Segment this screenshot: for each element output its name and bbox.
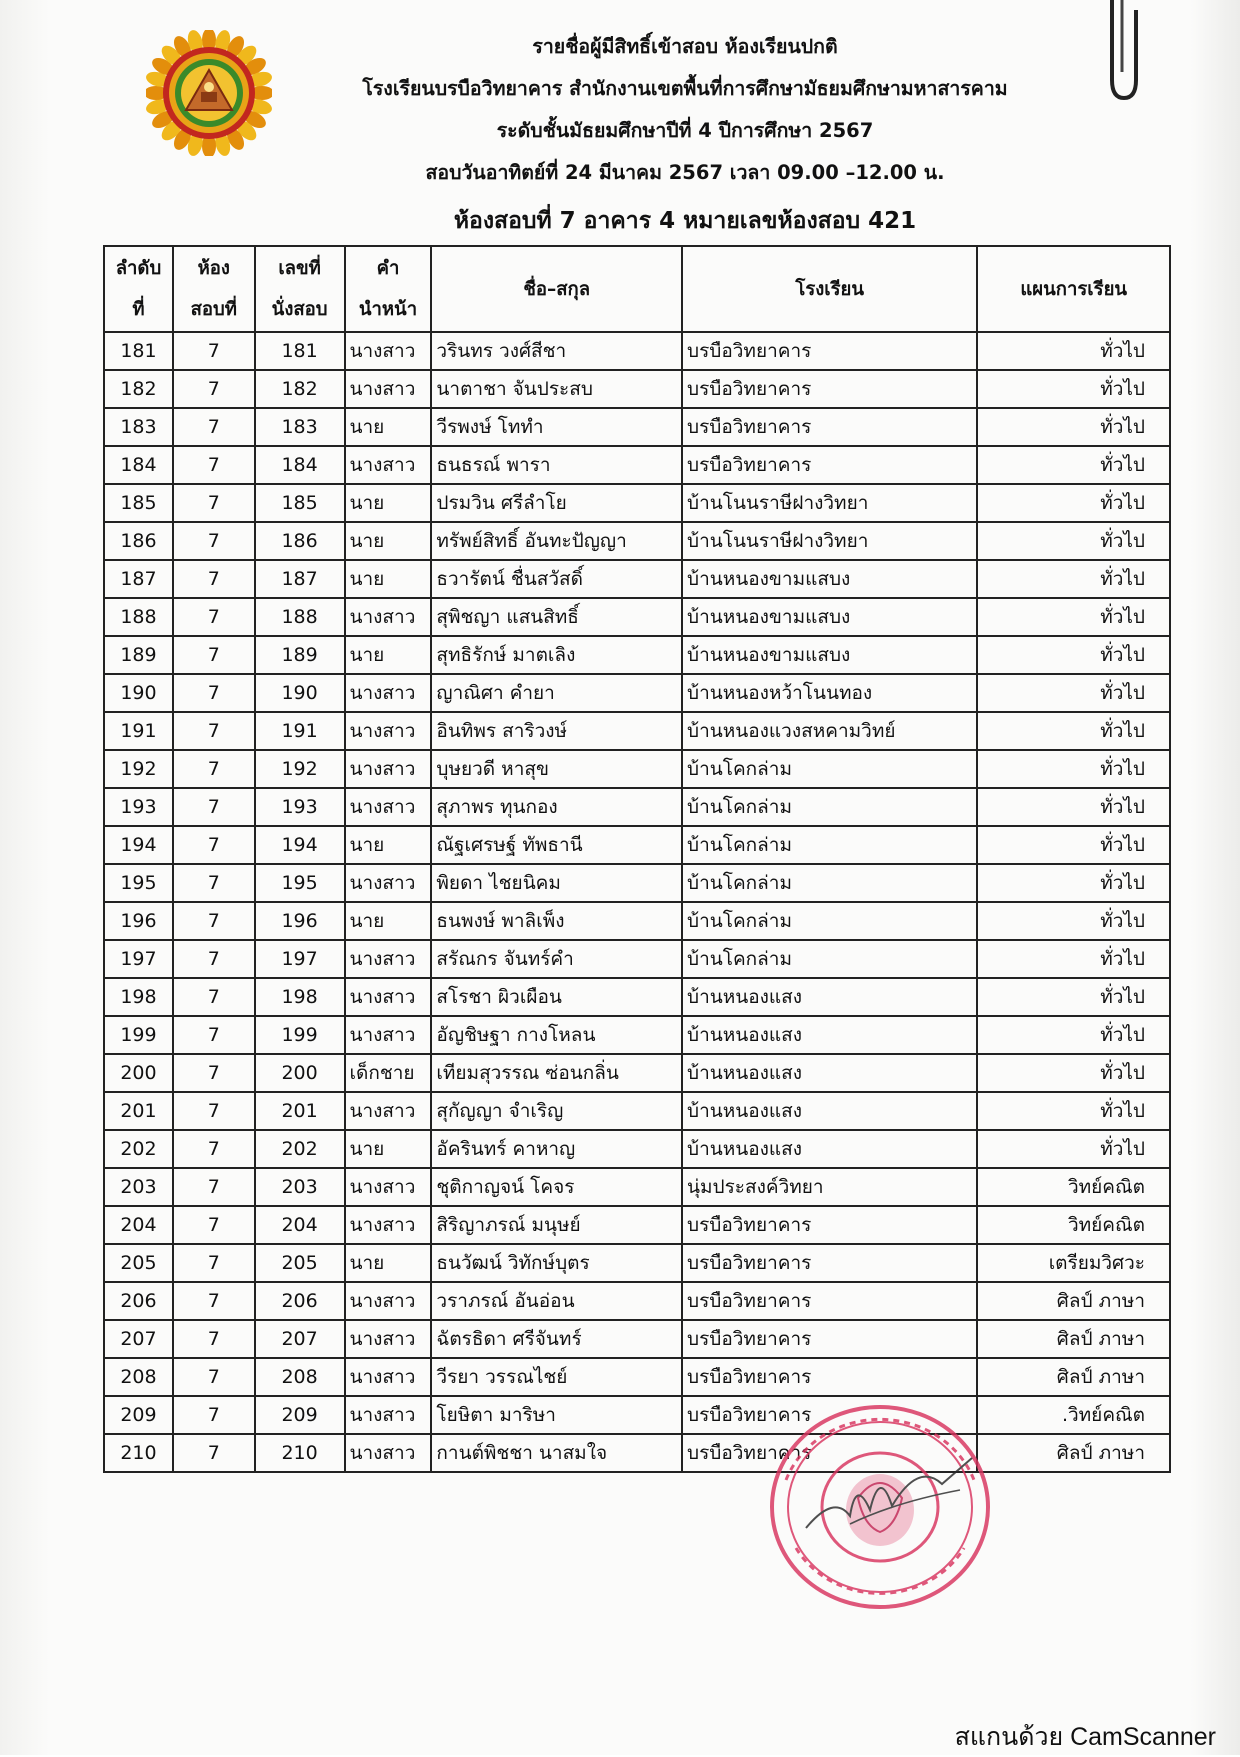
table-body — [104, 332, 1170, 1472]
cell-program: ทั่วไป — [977, 636, 1170, 674]
cell-order: 207 — [104, 1320, 173, 1358]
table-row — [104, 902, 1170, 940]
cell-school: บ้านหนองขามแสบง — [682, 636, 977, 674]
cell-name: พิยดา ไชยนิคม — [431, 864, 682, 902]
cell-name: เทียมสุวรรณ ซ่อนกลิ่น — [431, 1054, 682, 1092]
cell-school: บรบือวิทยาคาร — [682, 446, 977, 484]
table-row — [104, 940, 1170, 978]
cell-prefix: นางสาว — [345, 788, 432, 826]
cell-order: 201 — [104, 1092, 173, 1130]
cell-school: บ้านโคกล่าม — [682, 864, 977, 902]
cell-seat: 185 — [255, 484, 345, 522]
cell-school: บ้านหนองแสง — [682, 978, 977, 1016]
cell-order: 181 — [104, 332, 173, 370]
cell-program: ทั่วไป — [977, 446, 1170, 484]
col-header-program: แผนการเรียน — [977, 246, 1170, 332]
cell-seat: 184 — [255, 446, 345, 484]
cell-name: สุพิชญา แสนสิทธิ์ — [431, 598, 682, 636]
cell-program: ทั่วไป — [977, 864, 1170, 902]
cell-name: สุทธิรักษ์ มาตเลิง — [431, 636, 682, 674]
cell-seat: 193 — [255, 788, 345, 826]
cell-seat: 204 — [255, 1206, 345, 1244]
document-header — [290, 26, 1080, 244]
cell-school: นุ่มประสงค์วิทยา — [682, 1168, 977, 1206]
table-row — [104, 1358, 1170, 1396]
table-row — [104, 636, 1170, 674]
cell-seat: 199 — [255, 1016, 345, 1054]
table-row — [104, 408, 1170, 446]
cell-prefix: นางสาว — [345, 1434, 432, 1472]
header-school: โรงเรียนบรบือวิทยาคาร สำนักงานเขตพื้นที่การศึกษามัธยมศึกษามหาสารคาม — [362, 77, 1008, 100]
cell-room: 7 — [173, 750, 255, 788]
cell-program: ทั่วไป — [977, 560, 1170, 598]
cell-program: ทั่วไป — [977, 522, 1170, 560]
cell-name: ชุติกาญจน์ โคจร — [431, 1168, 682, 1206]
cell-name: ทรัพย์สิทธิ์ อันทะปัญญา — [431, 522, 682, 560]
table-header-row — [104, 246, 1170, 332]
cell-prefix: นาย — [345, 636, 432, 674]
cell-seat: 195 — [255, 864, 345, 902]
cell-program: ทั่วไป — [977, 1092, 1170, 1130]
cell-order: 204 — [104, 1206, 173, 1244]
cell-order: 199 — [104, 1016, 173, 1054]
col-header-name: ชื่อ–สกุล — [431, 246, 682, 332]
cell-school: บ้านโนนราษีฝางวิทยา — [682, 522, 977, 560]
cell-seat: 189 — [255, 636, 345, 674]
cell-school: บ้านหนองแสง — [682, 1092, 977, 1130]
cell-seat: 210 — [255, 1434, 345, 1472]
cell-room: 7 — [173, 1092, 255, 1130]
cell-school: บ้านหนองขามแสบง — [682, 598, 977, 636]
table-row — [104, 674, 1170, 712]
cell-school: บ้านโคกล่าม — [682, 750, 977, 788]
cell-order: 196 — [104, 902, 173, 940]
cell-room: 7 — [173, 1244, 255, 1282]
table-row — [104, 1054, 1170, 1092]
cell-prefix: นางสาว — [345, 750, 432, 788]
cell-prefix: นางสาว — [345, 1358, 432, 1396]
cell-room: 7 — [173, 826, 255, 864]
cell-seat: 206 — [255, 1282, 345, 1320]
cell-room: 7 — [173, 408, 255, 446]
cell-room: 7 — [173, 1206, 255, 1244]
cell-name: วราภรณ์ อันอ่อน — [431, 1282, 682, 1320]
cell-name: ธนพงษ์ พาลิเพ็ง — [431, 902, 682, 940]
cell-prefix: นาย — [345, 560, 432, 598]
candidate-table — [103, 245, 1171, 1473]
col-header-prefix: คำ นำหน้า — [345, 246, 432, 332]
cell-program: ศิลป์ ภาษา — [977, 1434, 1170, 1472]
cell-prefix: นาย — [345, 484, 432, 522]
cell-seat: 190 — [255, 674, 345, 712]
cell-program: ทั่วไป — [977, 978, 1170, 1016]
cell-name: สุภาพร ทุนกอง — [431, 788, 682, 826]
cell-room: 7 — [173, 788, 255, 826]
cell-school: บ้านหนองแสง — [682, 1130, 977, 1168]
cell-seat: 207 — [255, 1320, 345, 1358]
table-row — [104, 750, 1170, 788]
cell-room: 7 — [173, 484, 255, 522]
cell-room: 7 — [173, 332, 255, 370]
cell-prefix: นางสาว — [345, 978, 432, 1016]
cell-room: 7 — [173, 1130, 255, 1168]
cell-order: 185 — [104, 484, 173, 522]
cell-order: 203 — [104, 1168, 173, 1206]
table-row — [104, 1244, 1170, 1282]
cell-order: 195 — [104, 864, 173, 902]
cell-room: 7 — [173, 902, 255, 940]
cell-program: ทั่วไป — [977, 674, 1170, 712]
table-row — [104, 1130, 1170, 1168]
table-row — [104, 560, 1170, 598]
cell-order: 186 — [104, 522, 173, 560]
header-title: รายชื่อผู้มีสิทธิ์เข้าสอบ ห้องเรียนปกติ — [532, 35, 838, 58]
cell-order: 192 — [104, 750, 173, 788]
cell-program: ทั่วไป — [977, 750, 1170, 788]
cell-prefix: นางสาว — [345, 940, 432, 978]
table-row — [104, 598, 1170, 636]
cell-school: บ้านหนองหว้าโนนทอง — [682, 674, 977, 712]
cell-order: 182 — [104, 370, 173, 408]
table-row — [104, 788, 1170, 826]
cell-program: ทั่วไป — [977, 826, 1170, 864]
cell-name: วรินทร วงศ์สีชา — [431, 332, 682, 370]
cell-program: ทั่วไป — [977, 1016, 1170, 1054]
table-row — [104, 978, 1170, 1016]
cell-order: 210 — [104, 1434, 173, 1472]
cell-room: 7 — [173, 940, 255, 978]
cell-prefix: นาย — [345, 1244, 432, 1282]
cell-prefix: นางสาว — [345, 1016, 432, 1054]
cell-school: บ้านหนองแสง — [682, 1054, 977, 1092]
cell-order: 202 — [104, 1130, 173, 1168]
col-header-seat: เลขที่ นั่งสอบ — [255, 246, 345, 332]
cell-seat: 183 — [255, 408, 345, 446]
cell-prefix: นางสาว — [345, 598, 432, 636]
cell-seat: 191 — [255, 712, 345, 750]
cell-name: วีรยา วรรณไชย์ — [431, 1358, 682, 1396]
cell-program: ทั่วไป — [977, 788, 1170, 826]
table-row — [104, 446, 1170, 484]
scanner-watermark: สแกนด้วย CamScanner — [954, 1723, 1216, 1751]
cell-order: 197 — [104, 940, 173, 978]
cell-school: บ้านโคกล่าม — [682, 940, 977, 978]
cell-order: 193 — [104, 788, 173, 826]
cell-seat: 194 — [255, 826, 345, 864]
cell-room: 7 — [173, 1358, 255, 1396]
cell-seat: 201 — [255, 1092, 345, 1130]
cell-prefix: นางสาว — [345, 1168, 432, 1206]
cell-seat: 187 — [255, 560, 345, 598]
table-row — [104, 826, 1170, 864]
cell-program: ทั่วไป — [977, 484, 1170, 522]
cell-order: 190 — [104, 674, 173, 712]
col-header-order: ลำดับ ที่ — [104, 246, 173, 332]
table-row — [104, 1282, 1170, 1320]
cell-name: ณัฐเศรษฐ์ ทัพธานี — [431, 826, 682, 864]
cell-program: วิทย์คณิต — [977, 1206, 1170, 1244]
cell-seat: 200 — [255, 1054, 345, 1092]
cell-prefix: นางสาว — [345, 1092, 432, 1130]
cell-prefix: นางสาว — [345, 1206, 432, 1244]
cell-room: 7 — [173, 560, 255, 598]
cell-program: ศิลป์ ภาษา — [977, 1320, 1170, 1358]
cell-prefix: นางสาว — [345, 446, 432, 484]
cell-school: บ้านหนองแวงสหคามวิทย์ — [682, 712, 977, 750]
cell-name: อินทิพร สาริวงษ์ — [431, 712, 682, 750]
cell-school: บรบือวิทยาคาร — [682, 1396, 977, 1434]
cell-name: ธนวัฒน์ วิทักษ์บุตร — [431, 1244, 682, 1282]
cell-prefix: นาย — [345, 826, 432, 864]
cell-seat: 208 — [255, 1358, 345, 1396]
cell-room: 7 — [173, 446, 255, 484]
cell-room: 7 — [173, 636, 255, 674]
cell-program: ทั่วไป — [977, 902, 1170, 940]
cell-room: 7 — [173, 370, 255, 408]
cell-room: 7 — [173, 712, 255, 750]
cell-prefix: นางสาว — [345, 370, 432, 408]
cell-seat: 202 — [255, 1130, 345, 1168]
cell-order: 198 — [104, 978, 173, 1016]
cell-room: 7 — [173, 674, 255, 712]
cell-name: อัครินทร์ คาหาญ — [431, 1130, 682, 1168]
cell-name: นาตาชา จันประสบ — [431, 370, 682, 408]
cell-school: บรบือวิทยาคาร — [682, 1282, 977, 1320]
cell-room: 7 — [173, 1282, 255, 1320]
cell-program: .วิทย์คณิต — [977, 1396, 1170, 1434]
cell-school: บรบือวิทยาคาร — [682, 1206, 977, 1244]
cell-seat: 181 — [255, 332, 345, 370]
cell-prefix: นางสาว — [345, 1282, 432, 1320]
cell-order: 200 — [104, 1054, 173, 1092]
cell-prefix: นางสาว — [345, 1396, 432, 1434]
cell-school: บรบือวิทยาคาร — [682, 370, 977, 408]
cell-seat: 209 — [255, 1396, 345, 1434]
cell-school: บรบือวิทยาคาร — [682, 1320, 977, 1358]
cell-name: กานต์พิชชา นาสมใจ — [431, 1434, 682, 1472]
cell-school: บ้านโคกล่าม — [682, 902, 977, 940]
cell-prefix: เด็กชาย — [345, 1054, 432, 1092]
cell-program: วิทย์คณิต — [977, 1168, 1170, 1206]
cell-order: 209 — [104, 1396, 173, 1434]
header-room: ห้องสอบที่ 7 อาคาร 4 หมายเลขห้องสอบ 421 — [453, 208, 917, 234]
cell-program: ทั่วไป — [977, 712, 1170, 750]
cell-name: สุกัญญา จำเริญ — [431, 1092, 682, 1130]
table-row — [104, 1016, 1170, 1054]
cell-room: 7 — [173, 1396, 255, 1434]
cell-prefix: นาย — [345, 902, 432, 940]
cell-school: บ้านโคกล่าม — [682, 788, 977, 826]
cell-room: 7 — [173, 1168, 255, 1206]
table-row — [104, 332, 1170, 370]
table-row — [104, 1092, 1170, 1130]
paper-clip-icon — [1098, 0, 1144, 104]
cell-prefix: นางสาว — [345, 1320, 432, 1358]
cell-order: 184 — [104, 446, 173, 484]
cell-room: 7 — [173, 522, 255, 560]
school-emblem-icon — [146, 30, 272, 156]
cell-room: 7 — [173, 1434, 255, 1472]
cell-seat: 197 — [255, 940, 345, 978]
cell-room: 7 — [173, 598, 255, 636]
cell-program: ทั่วไป — [977, 408, 1170, 446]
cell-prefix: นางสาว — [345, 864, 432, 902]
cell-prefix: นาย — [345, 1130, 432, 1168]
cell-name: บุษยวดี หาสุข — [431, 750, 682, 788]
cell-name: โยษิตา มาริษา — [431, 1396, 682, 1434]
cell-seat: 186 — [255, 522, 345, 560]
cell-school: บรบือวิทยาคาร — [682, 1244, 977, 1282]
header-level: ระดับชั้นมัธยมศึกษาปีที่ 4 ปีการศึกษา 2567 — [496, 119, 874, 142]
cell-seat: 196 — [255, 902, 345, 940]
cell-prefix: นาย — [345, 522, 432, 560]
cell-prefix: นางสาว — [345, 332, 432, 370]
cell-prefix: นางสาว — [345, 674, 432, 712]
cell-order: 191 — [104, 712, 173, 750]
cell-room: 7 — [173, 1016, 255, 1054]
cell-order: 205 — [104, 1244, 173, 1282]
table-row — [104, 484, 1170, 522]
cell-name: สรัณกร จันทร์คำ — [431, 940, 682, 978]
cell-name: ธนธรณ์ พารา — [431, 446, 682, 484]
cell-prefix: นางสาว — [345, 712, 432, 750]
cell-program: เตรียมวิศวะ — [977, 1244, 1170, 1282]
cell-seat: 205 — [255, 1244, 345, 1282]
cell-name: อัญชิษฐา กางโหลน — [431, 1016, 682, 1054]
cell-program: ศิลป์ ภาษา — [977, 1282, 1170, 1320]
cell-order: 183 — [104, 408, 173, 446]
cell-program: ทั่วไป — [977, 1054, 1170, 1092]
cell-name: ปรมวิน ศรีลำโย — [431, 484, 682, 522]
cell-order: 194 — [104, 826, 173, 864]
cell-name: ฉัตรธิดา ศรีจันทร์ — [431, 1320, 682, 1358]
cell-seat: 182 — [255, 370, 345, 408]
cell-seat: 188 — [255, 598, 345, 636]
cell-school: บรบือวิทยาคาร — [682, 408, 977, 446]
cell-name: สิริญาภรณ์ มนุษย์ — [431, 1206, 682, 1244]
cell-room: 7 — [173, 1054, 255, 1092]
cell-name: ธวารัตน์ ชื่นสวัสดิ์ — [431, 560, 682, 598]
table-row — [104, 1320, 1170, 1358]
cell-school: บ้านหนองขามแสบง — [682, 560, 977, 598]
cell-school: บรบือวิทยาคาร — [682, 1358, 977, 1396]
cell-program: ทั่วไป — [977, 370, 1170, 408]
table-row — [104, 712, 1170, 750]
cell-name: วีรพงษ์ โททำ — [431, 408, 682, 446]
cell-seat: 198 — [255, 978, 345, 1016]
cell-program: ทั่วไป — [977, 1130, 1170, 1168]
cell-order: 208 — [104, 1358, 173, 1396]
cell-program: ศิลป์ ภาษา — [977, 1358, 1170, 1396]
table-row — [104, 1168, 1170, 1206]
table-row — [104, 864, 1170, 902]
cell-program: ทั่วไป — [977, 598, 1170, 636]
col-header-school: โรงเรียน — [682, 246, 977, 332]
table-row — [104, 370, 1170, 408]
cell-program: ทั่วไป — [977, 940, 1170, 978]
header-exam-date: สอบวันอาทิตย์ที่ 24 มีนาคม 2567 เวลา 09.00 –12.00 น. — [425, 161, 945, 184]
cell-prefix: นาย — [345, 408, 432, 446]
cell-order: 206 — [104, 1282, 173, 1320]
cell-school: บรบือวิทยาคาร — [682, 332, 977, 370]
table-row — [104, 522, 1170, 560]
cell-seat: 192 — [255, 750, 345, 788]
cell-order: 187 — [104, 560, 173, 598]
official-seal-icon — [746, 1398, 1014, 1616]
cell-name: สโรชา ผิวเผือน — [431, 978, 682, 1016]
cell-seat: 203 — [255, 1168, 345, 1206]
cell-school: บรบือวิทยาคาร — [682, 1434, 977, 1472]
cell-room: 7 — [173, 978, 255, 1016]
cell-school: บ้านโนนราษีฝางวิทยา — [682, 484, 977, 522]
cell-program: ทั่วไป — [977, 332, 1170, 370]
cell-room: 7 — [173, 1320, 255, 1358]
col-header-room: ห้อง สอบที่ — [173, 246, 255, 332]
cell-order: 189 — [104, 636, 173, 674]
cell-room: 7 — [173, 864, 255, 902]
cell-school: บ้านหนองแสง — [682, 1016, 977, 1054]
cell-order: 188 — [104, 598, 173, 636]
table-row — [104, 1206, 1170, 1244]
cell-name: ญาณิศา คำยา — [431, 674, 682, 712]
cell-school: บ้านโคกล่าม — [682, 826, 977, 864]
